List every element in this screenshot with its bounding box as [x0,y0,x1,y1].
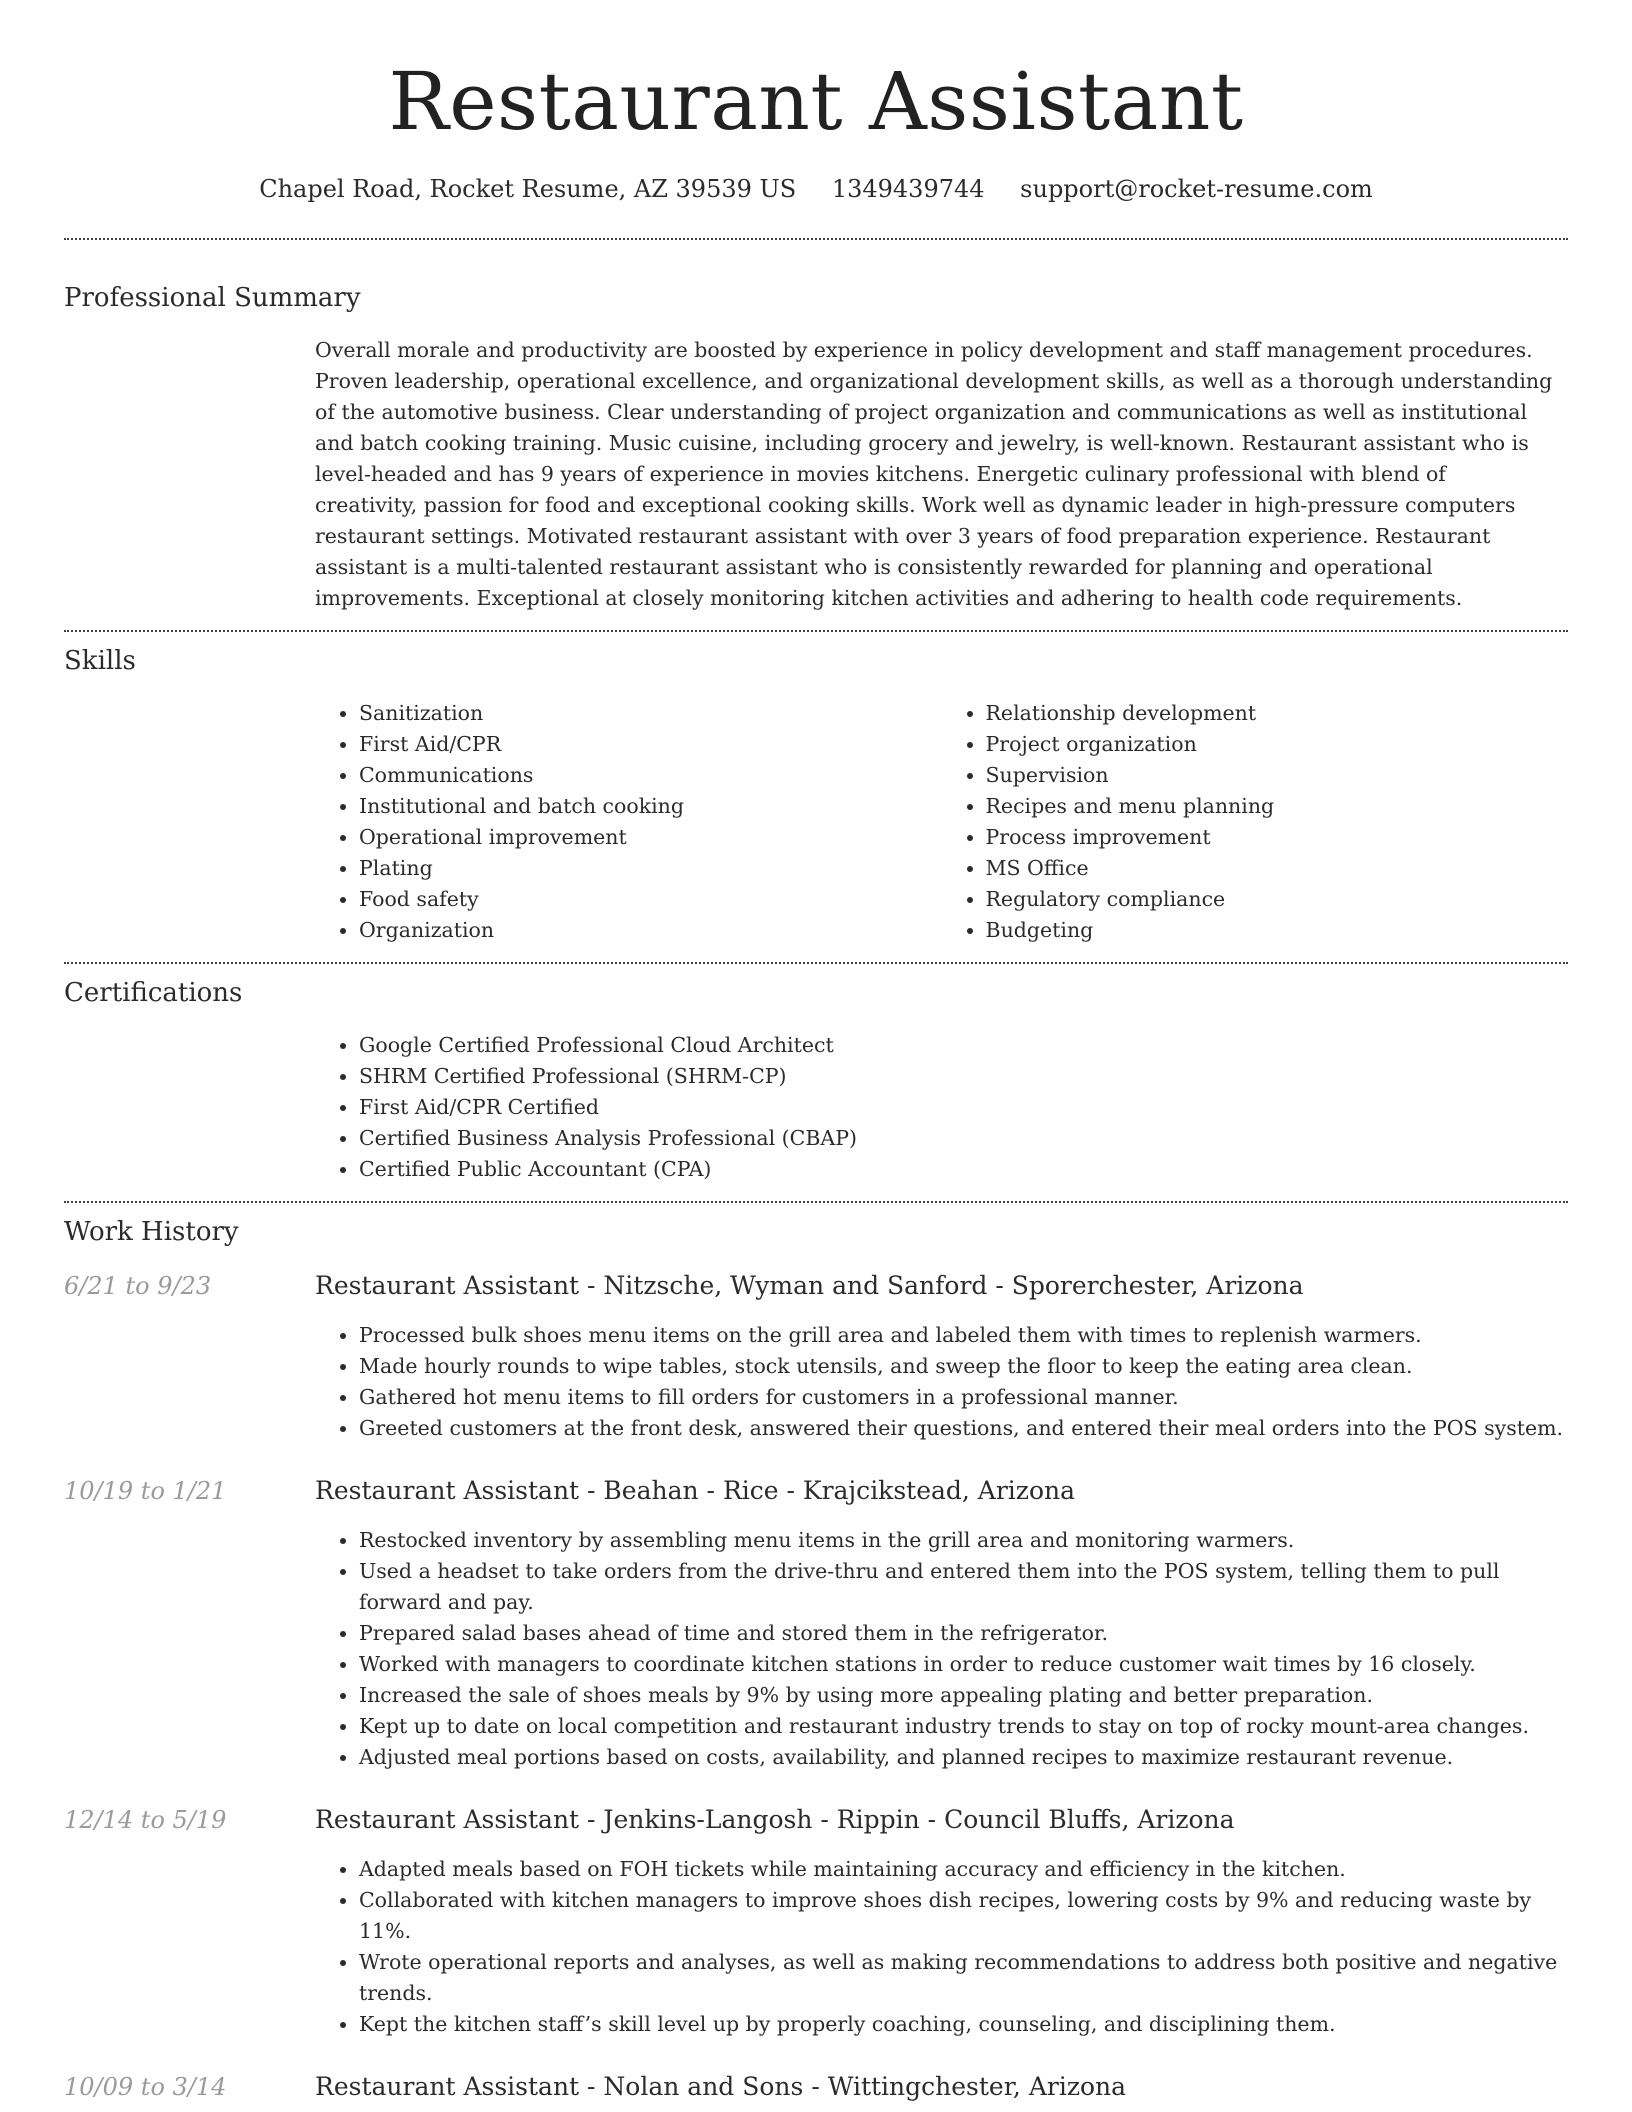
skills-list-left [315,698,942,946]
job-bullet: • Restocked inventory by assembling menu items in the grill area and monitoring warmers. [359,1525,1568,1556]
job-bullet: • Kept up to date on local competition and restaurant industry trends to stay on top of rocky mount-area changes. [359,1711,1568,1742]
job-header [64,2070,1568,2104]
skills-title: Skills [64,646,136,676]
job-entry [64,1474,1568,1773]
skill-item: • Regulatory compliance [986,884,1569,915]
summary-text: Overall morale and productivity are boosted by experience in policy development and staff management procedures. Proven leadership, operational excellence, and organizational development skills, as well as a thorough understanding of the automotive business. Clear understanding of project organization and communications as well as institutional and batch cooking training. Music cuisine, including grocery and jewelry, is well-known. Restaurant assistant who is level-headed and has 9 years of experience in movies kitchens. Energetic culinary professional with blend of creativity, passion for food and exceptional cooking skills. Work well as dynamic leader in high-pressure computers restaurant settings. Motivated restaurant assistant with over 3 years of food preparation experience. Restaurant assistant is a multi-talented restaurant assistant who is consistently rewarded for planning and operational improvements. Exceptional at closely monitoring kitchen activities and adhering to health code requirements. [315,338,1553,610]
job-bullet: • Worked with managers to coordinate kitchen stations in order to reduce customer wait times by 16 closely. [359,1649,1568,1680]
job-bullet: • Adapted meals based on FOH tickets while maintaining accuracy and efficiency in the kitchen. [359,1854,1568,1885]
skill-item: • Sanitization [359,698,942,729]
section-divider [64,962,1568,964]
job-bullet: • Greeted customers at the front desk, answered their questions, and entered their meal orders into the POS system. [359,1413,1568,1444]
job-entry [64,1269,1568,1444]
skills-list-right [942,698,1569,946]
job-dates: 10/19 to 1/21 [64,1477,227,1505]
job-responsibilities [315,1525,1568,1773]
job-bullet-list [315,1525,1568,1773]
contact-line [64,174,1568,204]
job-list [64,1269,1568,2104]
contact-phone: 1349439744 [831,175,985,203]
certifications-section [64,976,1568,1185]
certifications-title: Certifications [64,978,243,1008]
job-dates: 12/14 to 5/19 [64,1806,227,1834]
job-header [64,1474,1568,1508]
contact-email: support@rocket-resume.com [1020,175,1373,203]
job-bullet: • Used a headset to take orders from the drive-thru and entered them into the POS system, telling them to pull forward and pay. [359,1556,1568,1618]
certification-item: • SHRM Certified Professional (SHRM-CP) [359,1061,1568,1092]
job-bullet: • Wrote operational reports and analyses, as well as making recommendations to address both positive and negative trends. [359,1947,1568,2009]
candidate-name: Restaurant Assistant [388,55,1244,148]
skill-item: • Relationship development [986,698,1569,729]
skills-columns [315,698,1568,946]
job-bullet-list [315,1320,1568,1444]
certification-item: • Certified Business Analysis Professional (CBAP) [359,1123,1568,1154]
skill-item: • First Aid/CPR [359,729,942,760]
resume-page [64,0,1568,2104]
job-title: Restaurant Assistant - Jenkins-Langosh - Rippin - Council Bluffs, Arizona [315,1805,1235,1834]
skill-item: • Organization [359,915,942,946]
job-bullet: • Kept the kitchen staff’s skill level up by properly coaching, counseling, and disciplining them. [359,2009,1568,2040]
skill-item: • Supervision [986,760,1569,791]
skill-item: • Budgeting [986,915,1569,946]
skill-item: • Project organization [986,729,1569,760]
job-responsibilities [315,1320,1568,1444]
job-bullet: • Increased the sale of shoes meals by 9% by using more appealing plating and better preparation. [359,1680,1568,1711]
section-divider [64,630,1568,632]
skill-item: • MS Office [986,853,1569,884]
job-dates: 6/21 to 9/23 [64,1272,212,1300]
job-title: Restaurant Assistant - Nolan and Sons - Wittingchester, Arizona [315,2072,1127,2101]
job-title: Restaurant Assistant - Beahan - Rice - Krajcikstead, Arizona [315,1476,1076,1505]
section-divider [64,238,1568,240]
job-dates: 10/09 to 3/14 [64,2073,227,2101]
skill-item: • Plating [359,853,942,884]
skills-section [64,644,1568,946]
job-bullet: • Collaborated with kitchen managers to improve shoes dish recipes, lowering costs by 9% and reducing waste by 11%. [359,1885,1568,1947]
work-history-title: Work History [64,1217,239,1247]
job-bullet: • Processed bulk shoes menu items on the grill area and labeled them with times to replenish warmers. [359,1320,1568,1351]
job-entry [64,1803,1568,2040]
job-bullet-list [315,1854,1568,2040]
summary-title: Professional Summary [64,283,361,313]
skill-item: • Communications [359,760,942,791]
skill-item: • Operational improvement [359,822,942,853]
job-entry [64,2070,1568,2104]
certifications-body [315,1030,1568,1185]
skill-item: • Institutional and batch cooking [359,791,942,822]
work-history-section [64,1215,1568,2104]
job-responsibilities [315,1854,1568,2040]
certification-item: • Certified Public Accountant (CPA) [359,1154,1568,1185]
section-divider [64,1201,1568,1203]
job-header [64,1269,1568,1303]
skill-item: • Process improvement [986,822,1569,853]
job-bullet: • Made hourly rounds to wipe tables, stock utensils, and sweep the floor to keep the eating area clean. [359,1351,1568,1382]
certification-item: • First Aid/CPR Certified [359,1092,1568,1123]
job-bullet: • Adjusted meal portions based on costs, availability, and planned recipes to maximize restaurant revenue. [359,1742,1568,1773]
certification-item: • Google Certified Professional Cloud Architect [359,1030,1568,1061]
job-title: Restaurant Assistant - Nitzsche, Wyman and Sanford - Sporerchester, Arizona [315,1271,1304,1300]
job-header [64,1803,1568,1837]
certifications-list [315,1030,1568,1185]
skill-item: • Food safety [359,884,942,915]
summary-section [64,281,1568,614]
job-bullet: • Prepared salad bases ahead of time and stored them in the refrigerator. [359,1618,1568,1649]
skill-item: • Recipes and menu planning [986,791,1569,822]
job-bullet: • Gathered hot menu items to fill orders for customers in a professional manner. [359,1382,1568,1413]
contact-address: Chapel Road, Rocket Resume, AZ 39539 US [259,175,797,203]
